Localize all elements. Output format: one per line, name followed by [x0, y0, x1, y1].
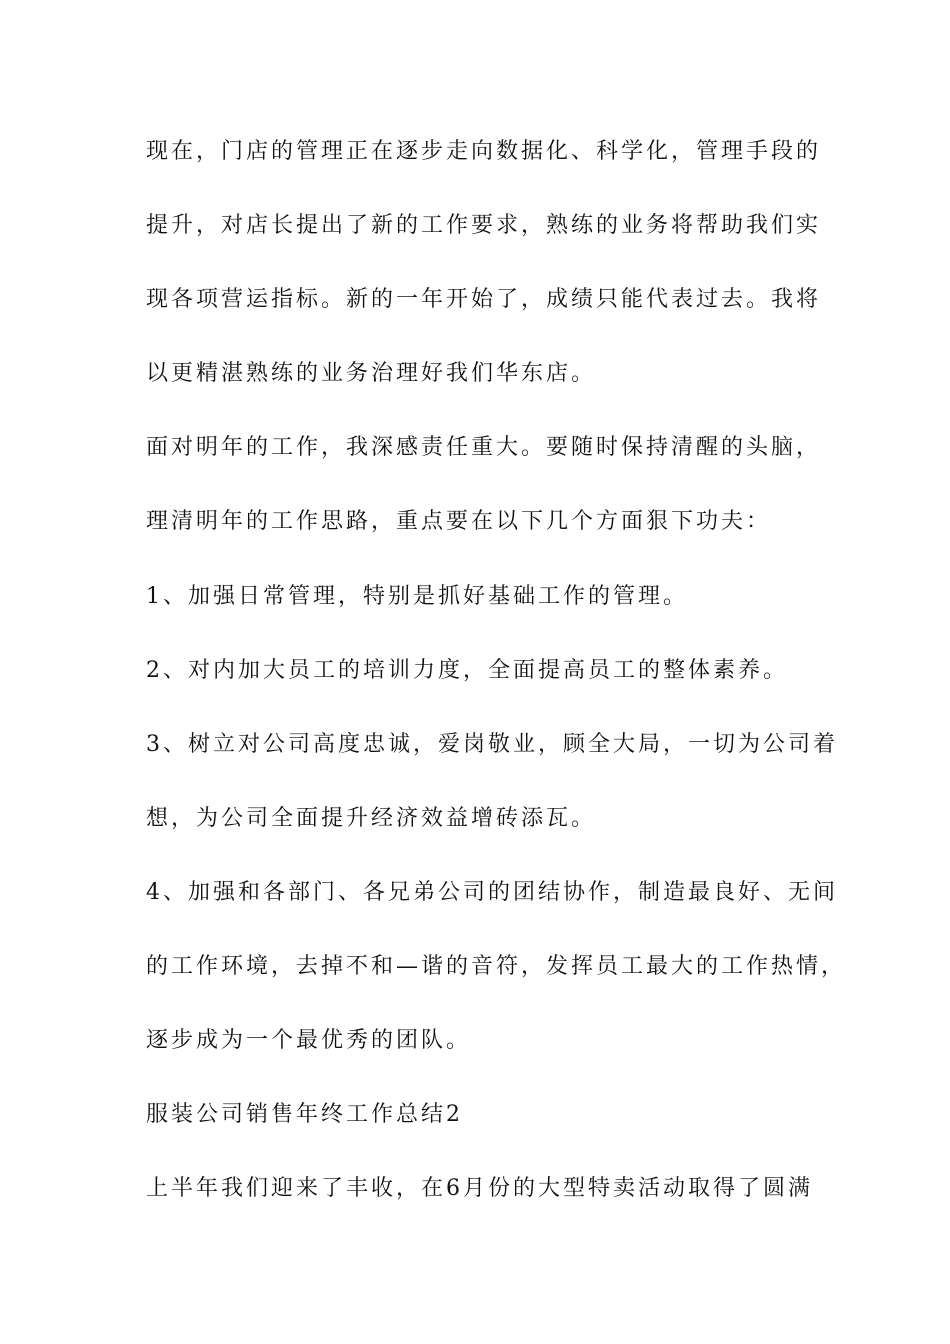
list-item-4-continuation: 的工作环境，去掉不和—谐的音符，发挥员工最大的工作热情，	[146, 954, 847, 979]
list-item-2: 2、对内加大员工的培训力度，全面提高员工的整体素养。	[146, 658, 788, 683]
paragraph-line: 上半年我们迎来了丰收，在6月份的大型特卖活动取得了圆满	[146, 1176, 813, 1201]
paragraph-line: 理清明年的工作思路，重点要在以下几个方面狠下功夫：	[146, 509, 772, 534]
list-item-4: 4、加强和各部门、各兄弟公司的团结协作，制造最良好、无间	[146, 880, 838, 905]
paragraph-line: 现在，门店的管理正在逐步走向数据化、科学化，管理手段的	[146, 139, 822, 164]
section-title: 服装公司销售年终工作总结2	[146, 1102, 463, 1127]
list-item-4-continuation: 逐步成为一个最优秀的团队。	[146, 1028, 472, 1053]
list-item-3-continuation: 想，为公司全面提升经济效益增砖添瓦。	[146, 806, 597, 831]
list-item-3: 3、树立对公司高度忠诚，爱岗敬业，顾全大局，一切为公司着	[146, 732, 838, 757]
list-item-1: 1、加强日常管理，特别是抓好基础工作的管理。	[146, 584, 688, 609]
paragraph-line: 以更精湛熟练的业务治理好我们华东店。	[146, 361, 597, 386]
paragraph-line: 面对明年的工作，我深感责任重大。要随时保持清醒的头脑，	[146, 435, 822, 460]
paragraph-line: 提升，对店长提出了新的工作要求，熟练的业务将帮助我们实	[146, 213, 822, 238]
paragraph-line: 现各项营运指标。新的一年开始了，成绩只能代表过去。我将	[146, 287, 822, 312]
